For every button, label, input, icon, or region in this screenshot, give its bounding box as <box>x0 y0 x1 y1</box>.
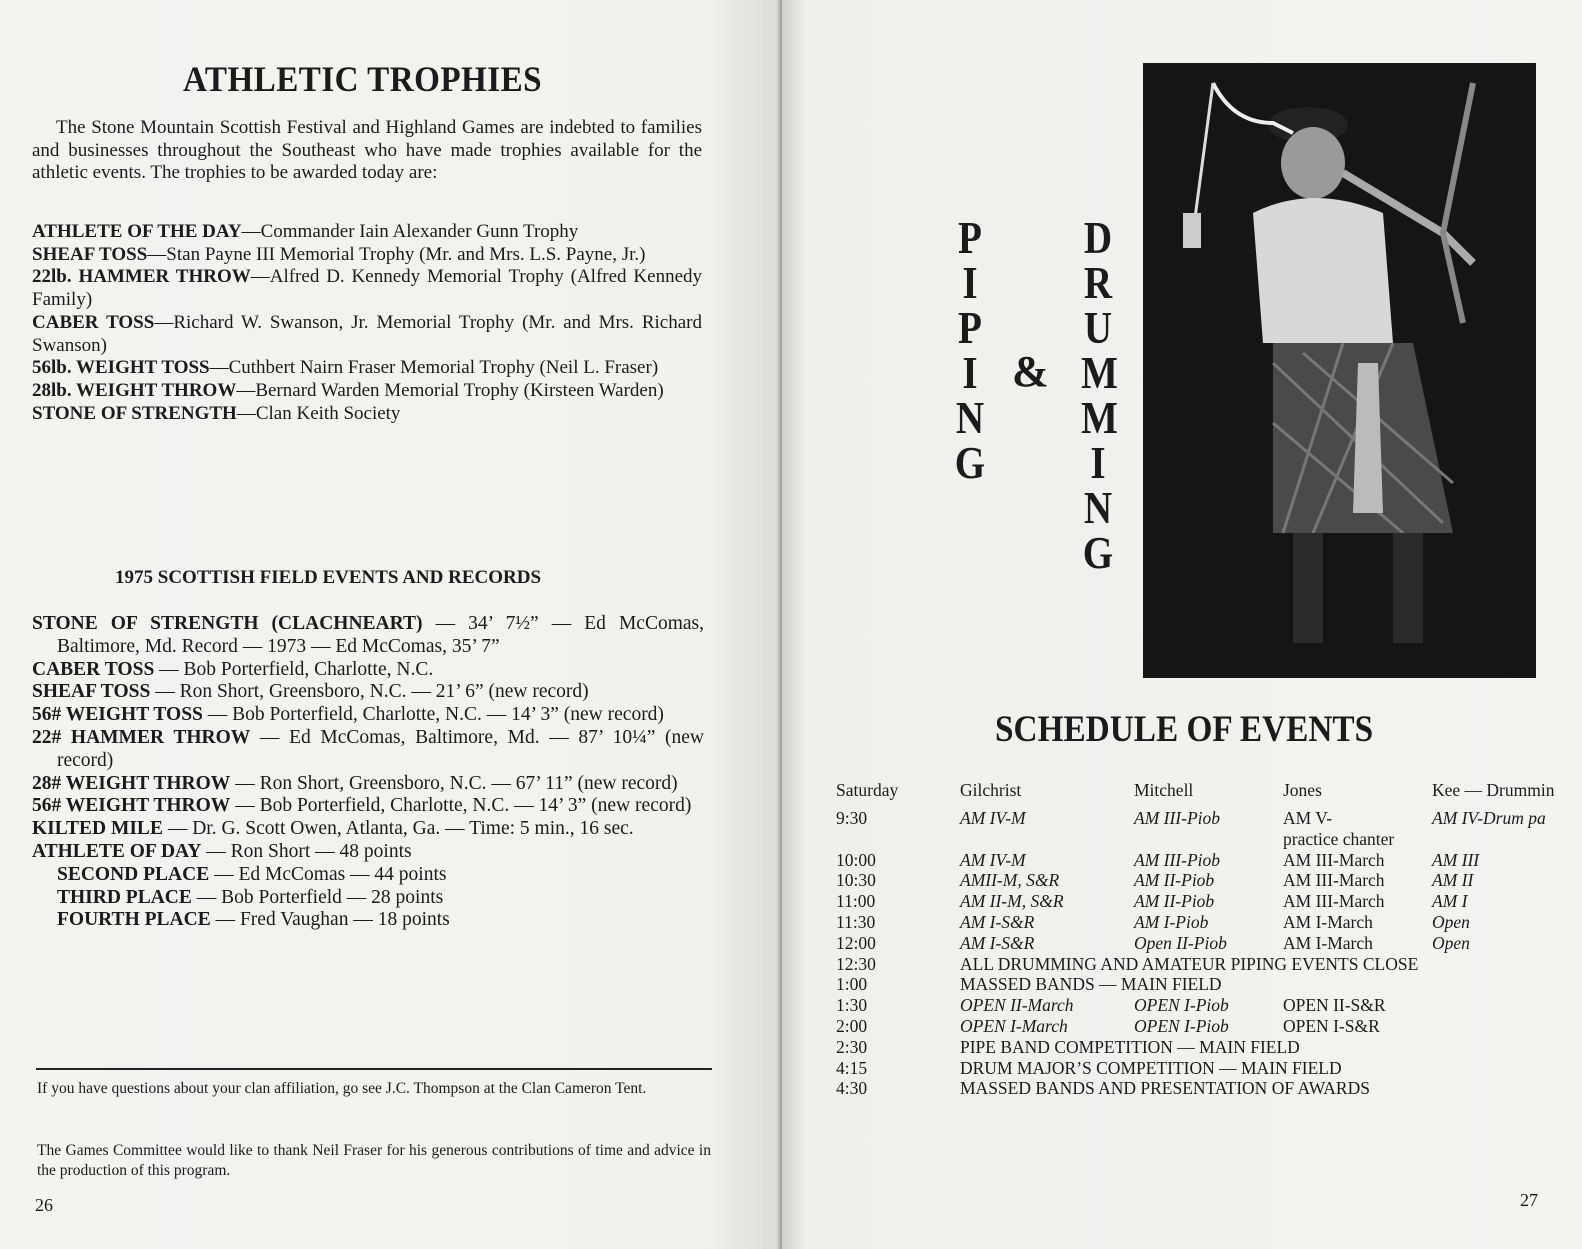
time-cell: 12:00 <box>836 932 876 953</box>
event-cell <box>1134 891 1214 912</box>
event-cell <box>1134 933 1227 954</box>
letter: R <box>1083 257 1113 308</box>
letter: P <box>958 212 982 263</box>
event-text: AM II-Piob <box>1134 870 1215 891</box>
event-text: OPEN I-S&R <box>1283 1015 1380 1036</box>
event-cell <box>1134 912 1208 933</box>
entry-event: THIRD PLACE <box>57 886 192 908</box>
event-cell <box>1134 1016 1229 1037</box>
time-cell: 4:30 <box>836 1078 868 1099</box>
entry <box>32 244 702 267</box>
entry-event: ATHLETE OF DAY <box>32 840 202 862</box>
letter: M <box>1081 347 1118 398</box>
event-text: AM V- <box>1283 808 1333 828</box>
event-cell <box>960 1016 1068 1037</box>
event-text: OPEN II-March <box>960 995 1074 1016</box>
letter: D <box>1083 212 1113 263</box>
column-header: Saturday <box>836 780 899 800</box>
time-cell: 9:30 <box>836 808 868 828</box>
event-cell <box>1432 933 1470 954</box>
entry-event: 56lb. WEIGHT TOSS <box>32 357 210 379</box>
event-cell <box>1432 808 1546 829</box>
entry <box>32 887 704 910</box>
event-cell <box>1134 808 1220 829</box>
event-text: AM III <box>1432 849 1480 870</box>
page-number-right: 27 <box>1520 1190 1538 1210</box>
entry-text: — Bob Porterfield — 28 points <box>191 886 444 908</box>
time-cell: 2:30 <box>836 1036 868 1057</box>
entry-text: — Bob Porterfield, Charlotte, N.C. — 14’ 3” (new record) <box>230 795 692 817</box>
event-cell <box>960 933 1034 954</box>
event-cell <box>960 995 1074 1016</box>
event-cell <box>1283 995 1386 1016</box>
entry <box>32 380 702 403</box>
letter: I <box>962 347 978 398</box>
schedule-row <box>836 995 1582 1016</box>
column-header: Gilchrist <box>960 780 1022 800</box>
event-cell <box>1283 1016 1380 1037</box>
left-page <box>0 0 782 1249</box>
entry-event: 28lb. WEIGHT THROW <box>32 379 237 401</box>
page-number: 26 <box>35 1195 53 1215</box>
records-list <box>32 613 704 932</box>
schedule-table <box>836 780 1582 1099</box>
event-text: AM I-Piob <box>1134 911 1209 932</box>
event-cell <box>1283 808 1394 850</box>
time-cell: 1:00 <box>836 974 868 995</box>
event-cell <box>1283 891 1385 912</box>
time-cell: 11:30 <box>836 911 876 932</box>
column-header: Mitchell <box>1134 780 1194 800</box>
entry-event: 22# HAMMER THROW <box>32 726 251 748</box>
event-text-extra: practice chanter <box>1283 828 1395 849</box>
entry-event: 22lb. HAMMER THROW <box>32 266 251 288</box>
page-title: ATHLETIC TROPHIES <box>182 59 543 99</box>
time-cell: 10:30 <box>836 870 876 891</box>
event-cell <box>1134 870 1214 891</box>
event-text: OPEN I-March <box>960 1015 1068 1036</box>
event-cell <box>1134 850 1220 871</box>
time-cell: 4:15 <box>836 1057 868 1078</box>
event-text: Open <box>1432 932 1470 953</box>
event-text: Open II-Piob <box>1134 932 1227 953</box>
event-text: AM III-March <box>1283 849 1385 870</box>
entry-text: —Cuthbert Nairn Fraser Memorial Trophy (Neil L. Fraser) <box>209 357 659 379</box>
bagpiper-image <box>1143 63 1536 678</box>
schedule-title: SCHEDULE OF EVENTS <box>995 709 1374 750</box>
entry-event: ATHLETE OF THE DAY <box>32 221 242 242</box>
entry-text: — Ron Short, Greensboro, N.C. — 21’ 6” (new record) <box>150 681 589 703</box>
records-title: 1975 SCOTTISH FIELD EVENTS AND RECORDS <box>115 567 542 588</box>
entry-text: — 34’ 7½” — Ed McComas, Baltimore, Md. Record — 1973 — Ed McComas, 35’ 7” <box>57 613 704 657</box>
event-text: AM I-March <box>1283 932 1373 953</box>
entry-event: FOURTH PLACE <box>57 909 211 931</box>
clan-note: If you have questions about your clan affiliation, go see J.C. Thompson at the Clan Cameron Tent. <box>37 1080 647 1097</box>
entry-event: SHEAF TOSS <box>32 243 148 265</box>
event-cell <box>1283 870 1385 891</box>
event-text: OPEN I-Piob <box>1134 995 1229 1016</box>
drumming-vertical-title <box>1081 212 1118 578</box>
event-text: AM IV-Drum pa <box>1432 808 1546 828</box>
time-cell: 2:00 <box>836 1015 868 1036</box>
span-cell: MASSED BANDS — MAIN FIELD <box>960 974 1222 995</box>
intro-paragraph: The Stone Mountain Scottish Festival and Highland Games are indebted to families and businesses throughout the Southeast who have made trophies available for the athletic events. The trophies to be awarded today are: <box>32 117 702 184</box>
entry-text: —Bernard Warden Memorial Trophy (Kirsteen Warden) <box>236 379 664 401</box>
event-text: AM IV-M <box>960 808 1026 828</box>
event-text: AM III-March <box>1283 870 1385 891</box>
schedule-row <box>836 912 1582 933</box>
entry <box>32 795 704 818</box>
entry-text: — Bob Porterfield, Charlotte, N.C. <box>154 658 434 680</box>
event-text: AM III-Piob <box>1134 849 1221 870</box>
entry <box>32 818 704 841</box>
entry-text: —Stan Payne III Memorial Trophy (Mr. and Mrs. L.S. Payne, Jr.) <box>147 243 646 265</box>
bagpiper-photo <box>1143 63 1536 678</box>
entry-text: — Ron Short — 48 points <box>201 840 412 862</box>
trophy-list <box>32 221 702 425</box>
entry-event: SECOND PLACE <box>57 863 210 885</box>
thanks-note: The Games Committee would like to thank Neil Fraser for his generous contributions of time and advice in the production of this program. <box>37 1142 711 1179</box>
entry-text: — Ron Short, Greensboro, N.C. — 67’ 11” (new record) <box>230 772 678 794</box>
event-text: AM II <box>1432 870 1474 891</box>
ampersand: & <box>1012 347 1049 396</box>
entry-event: 56# WEIGHT TOSS <box>32 704 203 726</box>
piping-vertical-title <box>953 212 987 488</box>
schedule-row <box>836 1078 1582 1099</box>
schedule-row <box>836 808 1582 850</box>
entry <box>32 659 704 682</box>
entry-text: — Fred Vaughan — 18 points <box>210 909 450 931</box>
column-header: Kee — Drummin <box>1432 780 1555 800</box>
event-text: OPEN I-Piob <box>1134 1015 1229 1036</box>
event-cell <box>1432 850 1479 871</box>
event-text: AM II-Piob <box>1134 891 1215 912</box>
letter: G <box>954 437 986 488</box>
entry-event: CABER TOSS <box>32 311 155 333</box>
schedule-row <box>836 1037 1582 1058</box>
event-text: AM I <box>1432 891 1468 912</box>
schedule-row <box>836 954 1582 975</box>
event-cell <box>1432 912 1470 933</box>
span-cell: MASSED BANDS AND PRESENTATION OF AWARDS <box>960 1078 1370 1099</box>
entry <box>32 613 704 659</box>
event-text: AM III-Piob <box>1134 808 1221 828</box>
entry <box>32 704 704 727</box>
event-cell <box>960 912 1034 933</box>
event-text: AM I-S&R <box>960 932 1035 953</box>
entry-event: SHEAF TOSS <box>32 681 151 703</box>
letter: N <box>1083 482 1113 533</box>
letter: P <box>958 302 982 353</box>
schedule-row <box>836 870 1582 891</box>
letter: N <box>955 392 985 443</box>
event-text: OPEN II-S&R <box>1283 995 1386 1016</box>
schedule-row <box>836 850 1582 871</box>
entry <box>32 681 704 704</box>
letter: I <box>1090 437 1106 488</box>
entry <box>32 221 702 244</box>
entry <box>32 357 702 380</box>
entry-text: —Richard W. Swanson, Jr. Memorial Trophy (Mr. and Mrs. Richard Swanson) <box>32 311 702 356</box>
span-cell: DRUM MAJOR’S COMPETITION — MAIN FIELD <box>960 1057 1342 1078</box>
event-text: AMII-M, S&R <box>960 870 1060 891</box>
schedule-row <box>836 974 1582 995</box>
entry-text: — Ed McComas — 44 points <box>209 863 447 885</box>
time-cell: 12:30 <box>836 953 876 974</box>
event-cell <box>1283 912 1373 933</box>
entry-text: —Commander Iain Alexander Gunn Trophy <box>241 221 579 242</box>
entry <box>32 841 704 864</box>
entry <box>32 403 702 426</box>
letter: M <box>1081 392 1118 443</box>
letter: U <box>1083 302 1113 353</box>
event-text: Open <box>1432 911 1470 932</box>
entry <box>32 909 704 932</box>
entry <box>32 727 704 773</box>
event-text: AM I-S&R <box>960 911 1035 932</box>
entry-event: 56# WEIGHT THROW <box>32 795 231 817</box>
entry-text: —Alfred D. Kennedy Memorial Trophy (Alfred Kennedy Family) <box>32 266 703 311</box>
schedule-row <box>836 891 1582 912</box>
event-text: AM II-M, S&R <box>960 891 1064 912</box>
event-cell <box>960 870 1059 891</box>
event-cell <box>1283 933 1373 954</box>
time-cell: 10:00 <box>836 849 876 870</box>
schedule-row <box>836 1058 1582 1079</box>
event-cell <box>1283 850 1385 871</box>
entry-text: — Bob Porterfield, Charlotte, N.C. — 14’ 3” (new record) <box>202 704 664 726</box>
span-cell: PIPE BAND COMPETITION — MAIN FIELD <box>960 1036 1300 1057</box>
letter: I <box>962 257 978 308</box>
span-cell: ALL DRUMMING AND AMATEUR PIPING EVENTS CLOSE <box>960 953 1419 974</box>
event-cell <box>960 850 1026 871</box>
time-cell: 1:30 <box>836 995 868 1016</box>
schedule-row <box>836 933 1582 954</box>
letter: G <box>1082 527 1114 578</box>
event-cell <box>1432 891 1467 912</box>
schedule-row <box>836 1016 1582 1037</box>
entry-event: STONE OF STRENGTH <box>32 402 237 424</box>
column-header: Jones <box>1283 780 1322 800</box>
event-cell <box>960 808 1026 829</box>
entry-event: KILTED MILE <box>32 818 163 840</box>
entry <box>32 773 704 796</box>
entry-text: —Clan Keith Society <box>236 402 401 424</box>
event-text: AM IV-M <box>960 849 1026 870</box>
event-cell <box>960 891 1064 912</box>
event-cell <box>1134 995 1229 1016</box>
event-text: AM III-March <box>1283 891 1385 912</box>
divider <box>36 1068 712 1070</box>
entry-event: STONE OF STRENGTH (CLACHNEART) <box>32 613 423 634</box>
time-cell: 11:00 <box>836 891 876 912</box>
entry-text: — Dr. G. Scott Owen, Atlanta, Ga. — Time: 5 min., 16 sec. <box>162 818 634 840</box>
event-cell <box>1432 870 1473 891</box>
entry <box>32 864 704 887</box>
entry <box>32 312 702 357</box>
entry-event: CABER TOSS <box>32 658 155 680</box>
entry <box>32 266 702 311</box>
event-text: AM I-March <box>1283 911 1373 932</box>
entry-event: 28# WEIGHT THROW <box>32 772 231 794</box>
entry-text: — Ed McComas, Baltimore, Md. — 87’ 10¼” (new record) <box>57 726 704 771</box>
schedule-header-row <box>836 780 1582 808</box>
